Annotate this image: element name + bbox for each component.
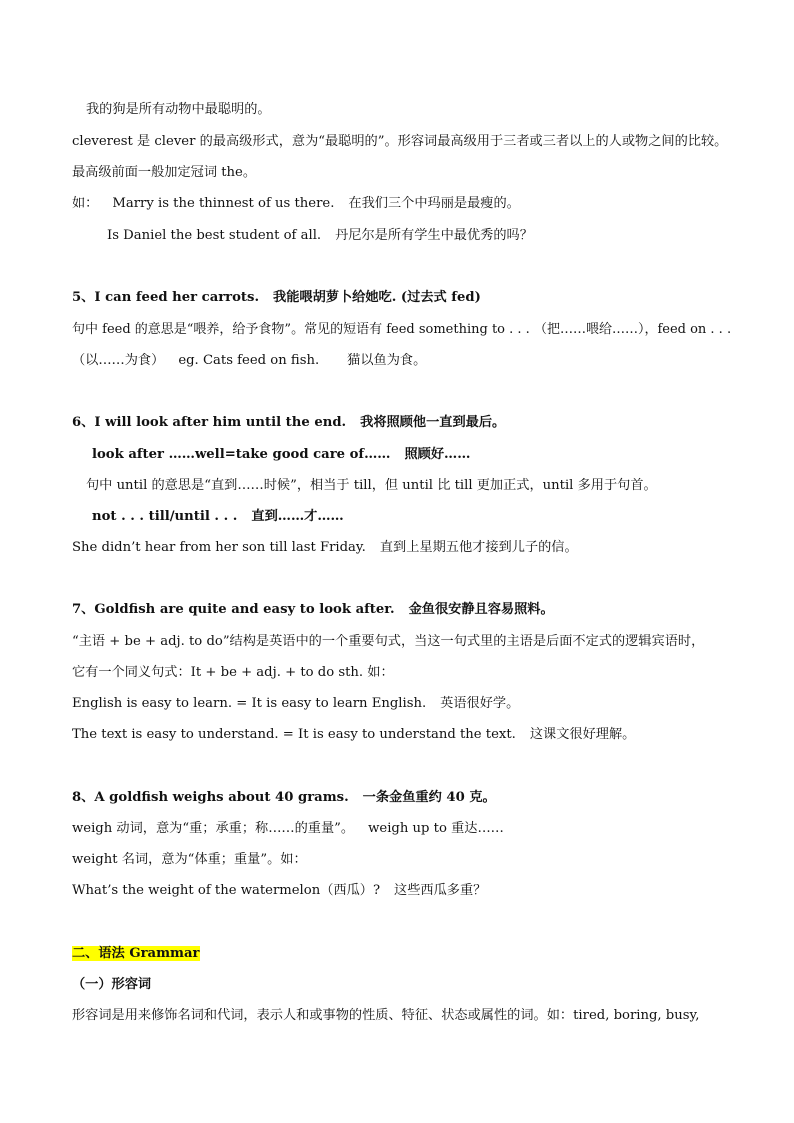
- phrase-translation: 直到……才……: [251, 509, 344, 524]
- explanation-line: cleverest 是 clever 的最高级形式，意为“最聪明的”。形容词最高级用于三者或三者以上的人或物之间的比较。: [72, 134, 728, 149]
- example-line: [72, 694, 734, 714]
- example-line: [72, 194, 734, 214]
- phrase-line: [92, 507, 734, 527]
- phrase: not . . . till/until . . .: [92, 509, 238, 524]
- example-sentence: What’s the weight of the watermelon（西瓜）?: [72, 883, 381, 898]
- section-translation: 金鱼很安静且容易照料。: [408, 602, 554, 617]
- phrase-translation: 照顾好……: [404, 447, 471, 462]
- example-translation: 直到上星期五他才接到儿子的信。: [379, 540, 578, 555]
- example-line: [107, 226, 734, 246]
- example-label: 如：: [72, 196, 99, 211]
- section-heading-8: [72, 788, 734, 808]
- example-sentence: She didn’t hear from her son till last Friday.: [72, 540, 366, 555]
- explanation-line: 形容词是用来修饰名词和代词，表示人和或事物的性质、特征、状态或属性的词。如：tired, boring, busy,: [72, 1008, 700, 1023]
- section-translation: 一条金鱼重约 40 克。: [362, 790, 496, 805]
- example-translation: 猫以鱼为食。: [347, 353, 427, 368]
- section-sentence: 5、I can feed her carrots.: [72, 290, 260, 305]
- subsection-heading: （一）形容词: [72, 977, 152, 992]
- grammar-heading: [72, 944, 734, 964]
- phrase: look after ……well=take good care of……: [92, 447, 391, 462]
- example-translation: 英语很好学。: [440, 696, 520, 711]
- section-heading-5: [72, 288, 734, 308]
- example-line: [72, 725, 734, 745]
- example-line: [72, 538, 734, 558]
- explanation-text: weigh 动词，意为“重；承重；称……的重量”。: [72, 821, 355, 836]
- example-line: [72, 351, 734, 371]
- explanation-line: 它有一个同义句式：It + be + adj. + to do sth. 如：: [72, 665, 394, 680]
- example-translation: 这些西瓜多重？: [394, 883, 487, 898]
- example-sentence: English is easy to learn. = It is easy to learn English.: [72, 696, 427, 711]
- section-sentence: 7、Goldfish are quite and easy to look after.: [72, 602, 395, 617]
- explanation-line: “主语 + be + adj. to do”结构是英语中的一个重要句式，当这一句式里的主语是后面不定式的逻辑宾语时，: [72, 634, 705, 649]
- section-translation: 我将照顾他一直到最后。: [360, 415, 506, 430]
- example-sentence: Marry is the thinnest of us there.: [112, 196, 335, 211]
- highlighted-heading: 二、语法 Grammar: [72, 946, 200, 961]
- phrase-line: [92, 445, 734, 465]
- section-heading-6: [72, 413, 734, 433]
- explanation-line: [72, 819, 734, 839]
- example-translation: 丹尼尔是所有学生中最优秀的吗？: [335, 228, 533, 243]
- example-line: [72, 881, 734, 901]
- explanation-line: 句中 feed 的意思是“喂养，给予食物”。常见的短语有 feed something to . . . （把……喂给……），feed on . . .: [72, 322, 732, 337]
- explanation-line: weight 名词，意为“体重；重量”。如：: [72, 852, 307, 867]
- example-sentence: The text is easy to understand. = It is easy to understand the text.: [72, 727, 516, 742]
- explanation-line: 最高级前面一般加定冠词 the。: [72, 165, 257, 180]
- section-translation: 我能喂胡萝卜给她吃. (过去式 fed): [273, 290, 481, 305]
- section-sentence: 8、A goldfish weighs about 40 grams.: [72, 790, 349, 805]
- example-sentence: eg. Cats feed on fish.: [178, 353, 320, 368]
- example-translation: 这课文很好理解。: [529, 727, 636, 742]
- phrase: weigh up to 重达……: [368, 821, 504, 836]
- explanation-text: （以……为食）: [72, 353, 165, 368]
- section-heading-7: [72, 600, 734, 620]
- explanation-line: 句中 until 的意思是“直到……时候”，相当于 till，但 until 比 till 更加正式，until 多用于句首。: [86, 478, 657, 493]
- example-translation: 在我们三个中玛丽是最瘦的。: [348, 196, 520, 211]
- example-sentence: Is Daniel the best student of all.: [107, 228, 322, 243]
- example-translation: 我的狗是所有动物中最聪明的。: [86, 102, 271, 117]
- section-sentence: 6、I will look after him until the end.: [72, 415, 347, 430]
